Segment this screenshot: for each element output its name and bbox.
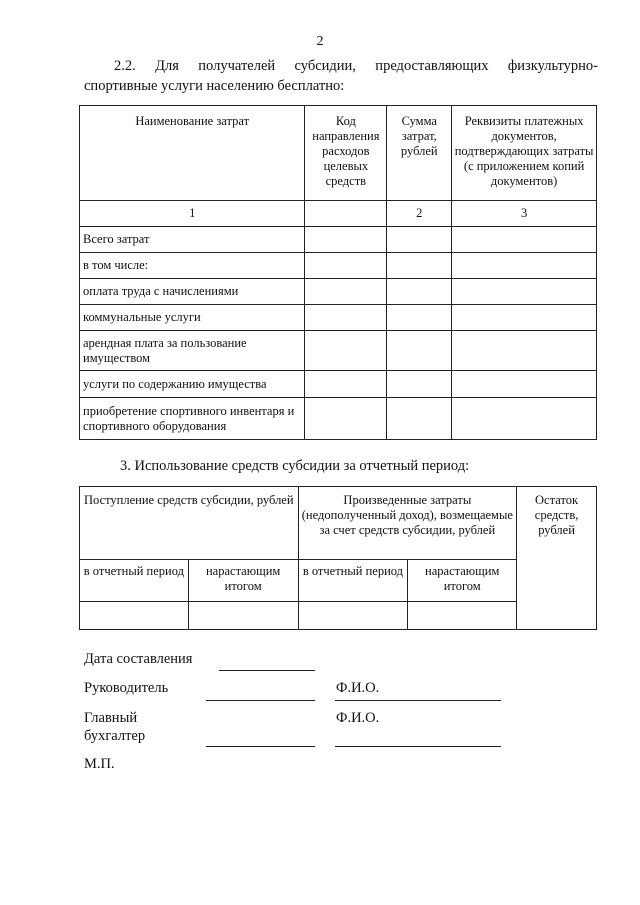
row-label: в том числе: [80,253,305,279]
table-cell [387,279,452,305]
subheader-received-period: в отчетный период [80,560,189,602]
table-cell [188,602,298,630]
row-label: арендная плата за пользование имуществом [80,331,305,371]
section-3-title: 3. Использование средств субсидии за отчетный период: [120,458,470,474]
table-cell [387,253,452,279]
head-signature-line [206,700,315,701]
table-cell [305,331,387,371]
header-subsidy-received: Поступление средств субсидии, рублей [80,487,299,560]
table-cell [387,227,452,253]
table-cell [387,331,452,371]
header-payment-docs: Реквизиты платежных документов, подтверждающих затраты (с приложением копий документов) [452,106,597,201]
subsidy-table-group-header-row [80,487,597,560]
table-cell [452,331,597,371]
subheader-received-cumulative: нарастающим итогом [188,560,298,602]
table-cell [452,398,597,440]
subheader-expenses-cumulative: нарастающим итогом [408,560,517,602]
table-row [80,227,597,253]
table-cell [80,602,189,630]
subheader-expenses-period: в отчетный период [298,560,408,602]
accountant-signature-line [206,746,315,747]
page-number: 2 [316,34,324,49]
header-expense-name: Наименование затрат [80,106,305,201]
table-cell [387,371,452,398]
table-cell [305,371,387,398]
stamp-label: М.П. [84,756,115,772]
row-label: приобретение спортивного инвентаря и спортивного оборудования [80,398,305,440]
head-fio-line [335,700,501,701]
col-number-2: 2 [387,201,452,227]
row-label: услуги по содержанию имущества [80,371,305,398]
table-cell [305,398,387,440]
table-cell [305,305,387,331]
table-row [80,279,597,305]
head-label: Руководитель [84,680,169,696]
row-label: коммунальные услуги [80,305,305,331]
table-cell [387,305,452,331]
expenses-table [79,105,597,440]
accountant-label-line-2: бухгалтер [84,728,146,744]
date-line [219,670,315,671]
table-cell [408,602,517,630]
row-label: Всего затрат [80,227,305,253]
col-number-1: 1 [80,201,305,227]
section-2-2-line-2: спортивные услуги населению бесплатно: [84,78,345,94]
date-label: Дата составления [84,651,193,667]
row-label: оплата труда с начислениями [80,279,305,305]
table-cell [305,253,387,279]
header-amount: Сумма затрат, рублей [387,106,452,201]
expenses-table-numbering-row [80,201,597,227]
header-balance: Остаток средств, рублей [517,487,597,630]
table-cell [452,253,597,279]
table-cell [452,227,597,253]
table-cell [305,227,387,253]
table-cell [452,279,597,305]
accountant-label-line-1: Главный [84,710,138,726]
header-expenses-incurred: Произведенные затраты (недополученный доход), возмещаемые за счет средств субсидии, рублей [298,487,517,560]
section-2-2-paragraph [84,56,598,96]
table-cell [452,305,597,331]
table-cell [452,371,597,398]
table-cell [298,602,408,630]
table-row [80,331,597,371]
table-cell [387,398,452,440]
subsidy-usage-table [79,486,597,630]
header-direction-code: Код направления расходов целевых средств [305,106,387,201]
table-row [80,305,597,331]
section-2-2-line-1: 2.2. Для получателей субсидии, предоставляющих физкультурно- [114,58,598,74]
col-number-3: 3 [452,201,597,227]
head-fio-label: Ф.И.О. [336,680,380,696]
accountant-fio-label: Ф.И.О. [336,710,380,726]
table-row [80,253,597,279]
table-cell [305,279,387,305]
table-row [80,371,597,398]
table-row [80,398,597,440]
accountant-fio-line [335,746,501,747]
col-number-empty [305,201,387,227]
expenses-table-header-row [80,106,597,201]
